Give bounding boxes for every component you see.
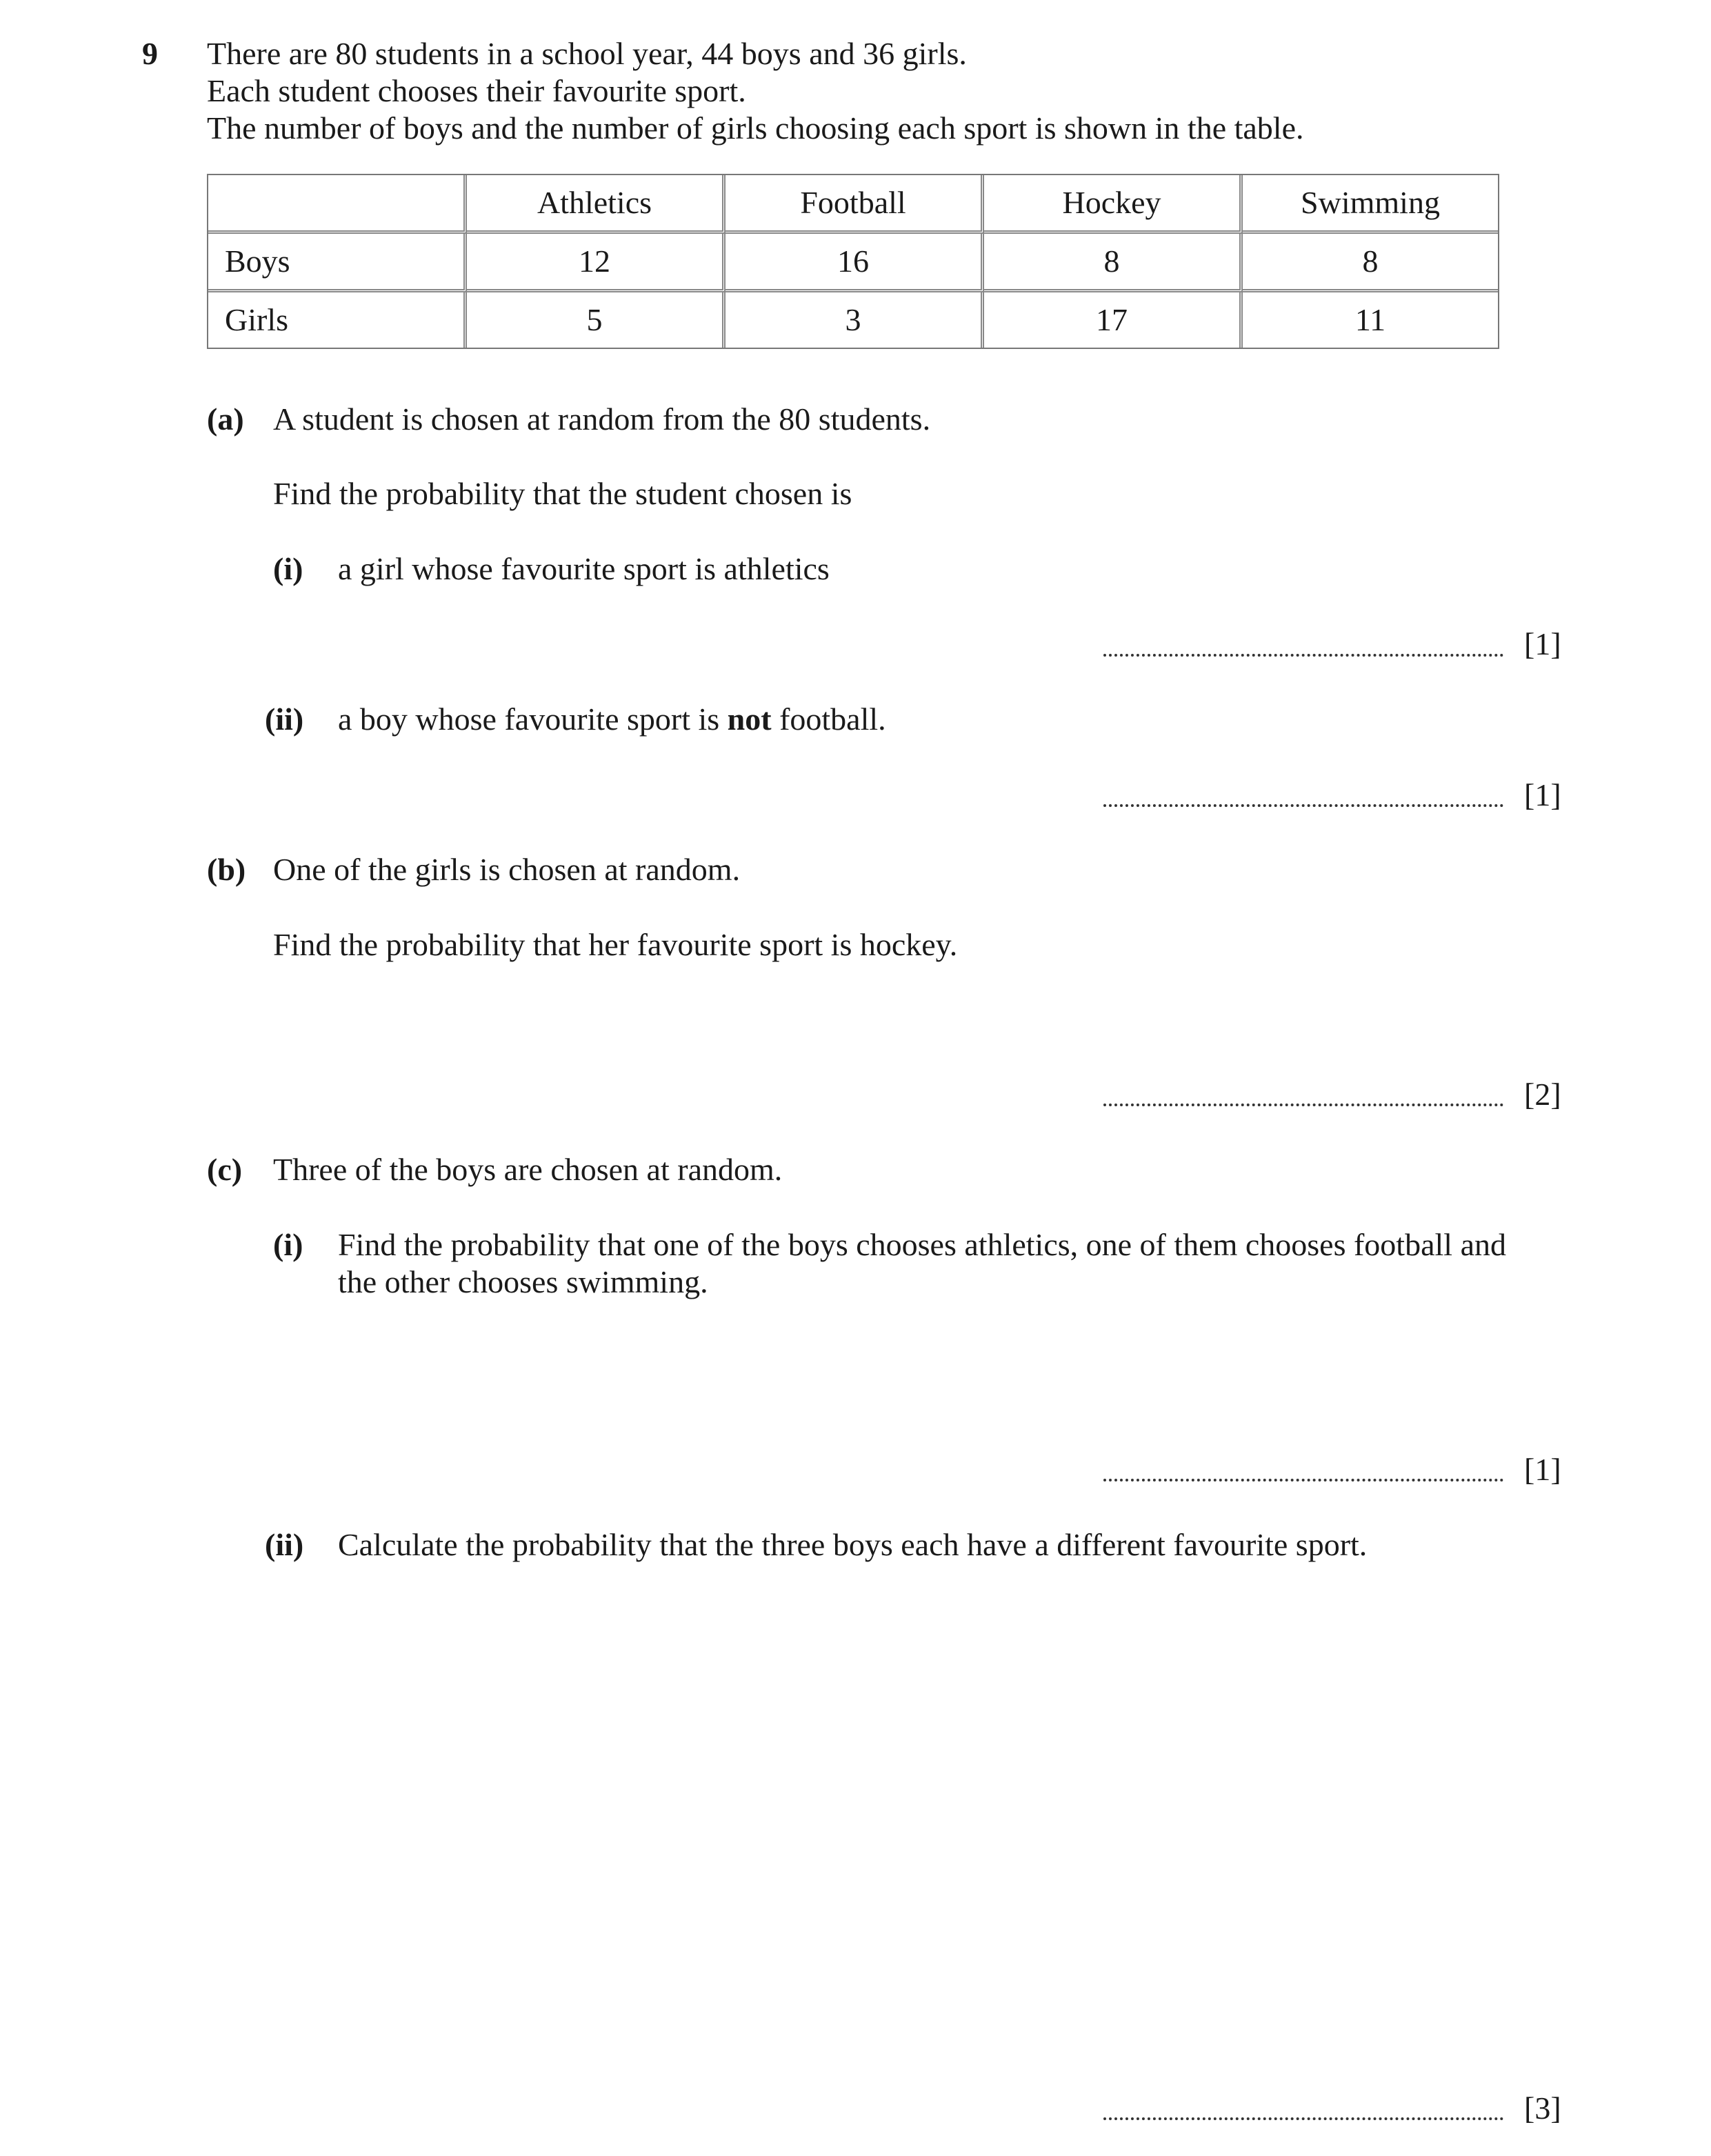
question-number: 9 bbox=[142, 36, 158, 71]
part-a-ii-text-before: a boy whose favourite sport is bbox=[338, 701, 728, 737]
intro-line-1: There are 80 students in a school year, 44 boys and 36 girls. bbox=[207, 36, 967, 71]
table-header-cell bbox=[208, 175, 467, 234]
table-cell: 8 bbox=[984, 234, 1243, 292]
table-header-cell: Swimming bbox=[1243, 175, 1498, 234]
part-a-ii-not: not bbox=[727, 701, 772, 737]
part-c-i-line-1: Find the probability that one of the boys chooses athletics, one of them chooses football and bbox=[338, 1227, 1506, 1262]
part-a-instruction: Find the probability that the student chosen is bbox=[273, 476, 852, 511]
answer-line-a-i[interactable] bbox=[1103, 629, 1503, 657]
part-c-ii-text: Calculate the probability that the three boys each have a different favourite sport. bbox=[338, 1527, 1368, 1562]
mark-c-i: [1] bbox=[1524, 1452, 1561, 1487]
part-c-i-label: (i) bbox=[273, 1227, 303, 1262]
part-a-ii-text-after: football. bbox=[771, 701, 886, 737]
part-c-i-line-2: the other chooses swimming. bbox=[338, 1264, 708, 1299]
answer-line-b[interactable] bbox=[1103, 1079, 1503, 1106]
table-header-row bbox=[208, 175, 1498, 234]
table-row bbox=[208, 292, 1498, 348]
table-header-cell: Hockey bbox=[984, 175, 1243, 234]
mark-b: [2] bbox=[1524, 1077, 1561, 1112]
row-label: Boys bbox=[208, 234, 467, 292]
part-a-text: A student is chosen at random from the 80 students. bbox=[273, 401, 931, 437]
part-b-instruction: Find the probability that her favourite sport is hockey. bbox=[273, 927, 958, 962]
part-a-i-text: a girl whose favourite sport is athletics bbox=[338, 551, 830, 586]
part-a-i-label: (i) bbox=[273, 551, 303, 586]
table-cell: 3 bbox=[726, 292, 984, 348]
mark-a-ii: [1] bbox=[1524, 777, 1561, 812]
table-header-cell: Athletics bbox=[467, 175, 726, 234]
table-header-cell: Football bbox=[726, 175, 984, 234]
part-c-label: (c) bbox=[207, 1152, 243, 1187]
part-a-ii-label: (ii) bbox=[265, 701, 304, 737]
part-c-ii-label: (ii) bbox=[265, 1527, 304, 1562]
answer-line-a-ii[interactable] bbox=[1103, 779, 1503, 807]
answer-line-c-ii[interactable] bbox=[1103, 2093, 1503, 2120]
part-a-ii-text bbox=[338, 700, 886, 738]
table-row bbox=[208, 234, 1498, 292]
table-cell: 16 bbox=[726, 234, 984, 292]
part-b-text: One of the girls is chosen at random. bbox=[273, 852, 741, 887]
intro-line-2: Each student chooses their favourite sport. bbox=[207, 73, 746, 108]
intro-line-3: The number of boys and the number of girls choosing each sport is shown in the table. bbox=[207, 110, 1304, 146]
mark-c-ii: [3] bbox=[1524, 2090, 1561, 2126]
mark-a-i: [1] bbox=[1524, 626, 1561, 661]
row-label: Girls bbox=[208, 292, 467, 348]
part-b-label: (b) bbox=[207, 852, 246, 887]
table-cell: 12 bbox=[467, 234, 726, 292]
table-cell: 8 bbox=[1243, 234, 1498, 292]
table-cell: 5 bbox=[467, 292, 726, 348]
part-a-label: (a) bbox=[207, 401, 244, 437]
table-cell: 11 bbox=[1354, 302, 1386, 338]
answer-line-c-i[interactable] bbox=[1103, 1454, 1503, 1481]
table-cell: 17 bbox=[984, 292, 1243, 348]
part-c-text: Three of the boys are chosen at random. bbox=[273, 1152, 783, 1187]
sports-table bbox=[207, 174, 1499, 349]
